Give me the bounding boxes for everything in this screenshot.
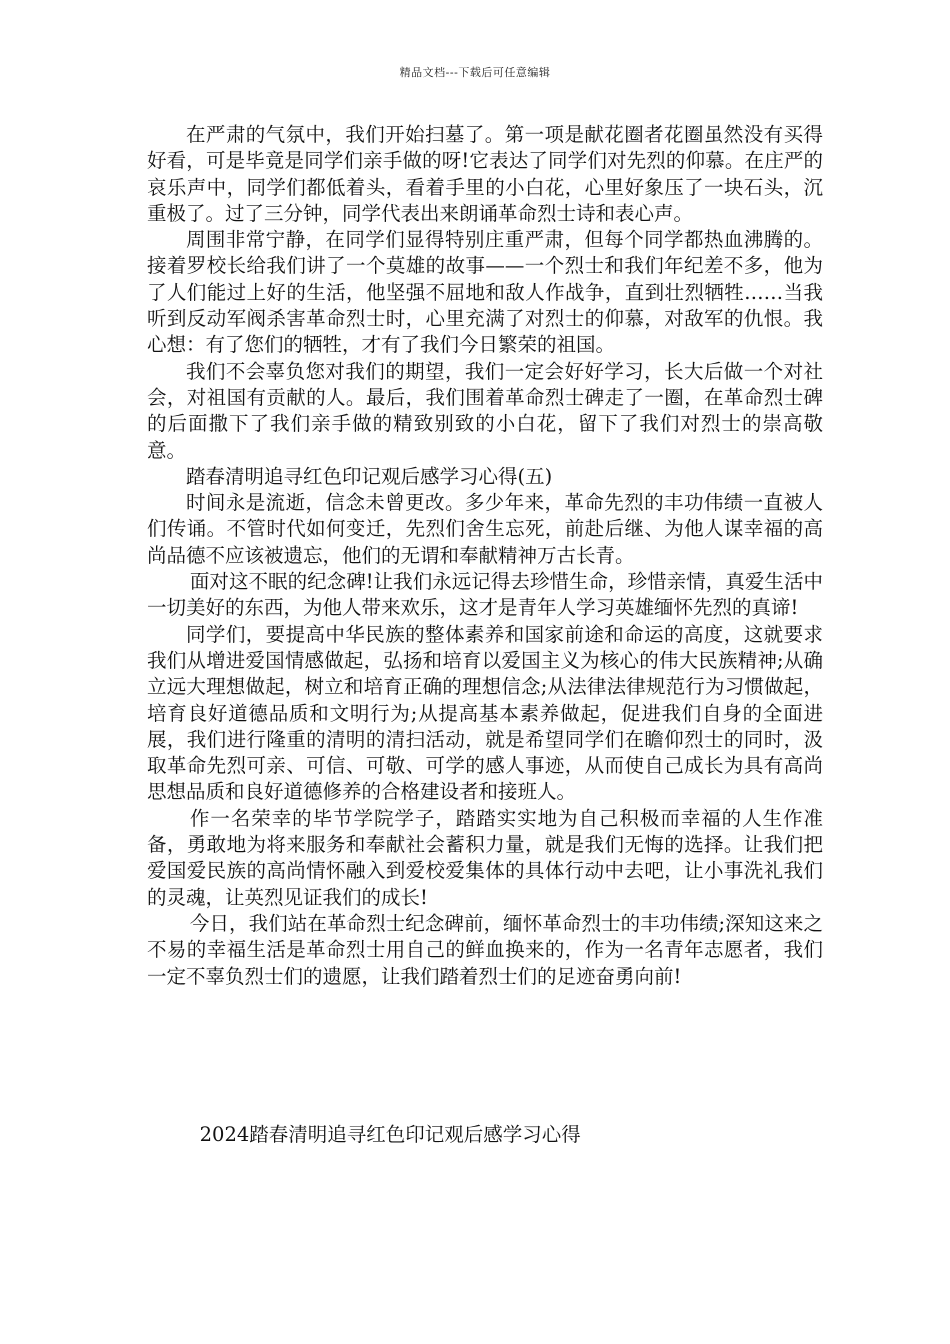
paragraph: 同学们，要提高中华民族的整体素养和国家前途和命运的高度，这就要求我们从增进爱国情感做起，弘扬和培育以爱国主义为核心的伟大民族精神;从确立远大理想做起，树立和培育正确的理想信念;从法律法律规范行为习惯做起，培育良好道德品质和文明行为;从提高基本素养做起，促进我们自身的全面进展，我们进行隆重的清明的清扫活动，就是希望同学们在瞻仰烈士的同时，汲取革命先烈可亲、可信、可敬、可学的感人事迹，从而使自己成长为具有高尚思想品质和良好道德修养的合格建设者和接班人。 [147, 622, 823, 804]
section-title: 踏春清明追寻红色印记观后感学习心得(五) [186, 464, 553, 488]
paragraph: 在严肃的气氛中，我们开始扫墓了。第一项是献花圈者花圈虽然没有买得好看，可是毕竟是同学们亲手做的呀!它表达了同学们对先烈的仰慕。在庄严的哀乐声中，同学们都低着头，看着手里的小白花，心里好象压了一块石头，沉重极了。过了三分钟，同学代表出来朗诵革命烈士诗和表心声。 [147, 123, 823, 225]
paragraph: 面对这不眠的纪念碑!让我们永远记得去珍惜生命，珍惜亲情，真爱生活中一切美好的东西，为他人带来欢乐，这才是青年人学习英雄缅怀先烈的真谛! [147, 570, 823, 620]
paragraph: 今日，我们站在革命烈士纪念碑前，缅怀革命烈士的丰功伟绩;深知这来之不易的幸福生活是革命烈士用自己的鲜血换来的，作为一名青年志愿者，我们一定不辜负烈士们的遗愿，让我们踏着烈士们的足迹奋勇向前! [147, 911, 823, 988]
paragraph: 时间永是流逝，信念未曾更改。多少年来，革命先烈的丰功伟绩一直被人们传诵。不管时代如何变迁，先烈们舍生忘死，前赴后继、为他人谋幸福的高尚品德不应该被遗忘，他们的无谓和奉献精神万古长青。 [147, 491, 823, 567]
paragraph: 作一名荣幸的毕节学院学子，踏踏实实地为自己积极而幸福的人生作准备，勇敢地为将来服务和奉献社会蓄积力量，就是我们无悔的选择。让我们把爱国爱民族的高尚情怀融入到爱校爱集体的具体行动中去吧，让小事洗礼我们的灵魂，让英烈见证我们的成长! [147, 806, 823, 909]
paragraph: 周围非常宁静，在同学们显得特别庄重严肃，但每个同学都热血沸腾的。接着罗校长给我们讲了一个莫雄的故事——一个烈士和我们年纪差不多，他为了人们能过上好的生活，他坚强不屈地和敌人作战争，直到壮烈牺牲……当我听到反动军阀杀害革命烈士时，心里充满了对烈士的仰慕，对敌军的仇恨。我心想：有了您们的牺牲，才有了我们今日繁荣的祖国。 [147, 228, 823, 357]
page-header: 精品文档---下载后可任意编辑 [399, 66, 551, 79]
next-section-title: 2024踏春清明追寻红色印记观后感学习心得 [199, 1123, 581, 1146]
document-body [147, 122, 823, 990]
paragraph: 我们不会辜负您对我们的期望，我们一定会好好学习，长大后做一个对社会，对祖国有贡献的人。最后，我们围着革命烈士碑走了一圈，在革命烈士碑的后面撒下了我们亲手做的精致别致的小白花，留下了我们对烈士的崇高敬意。 [147, 359, 823, 462]
